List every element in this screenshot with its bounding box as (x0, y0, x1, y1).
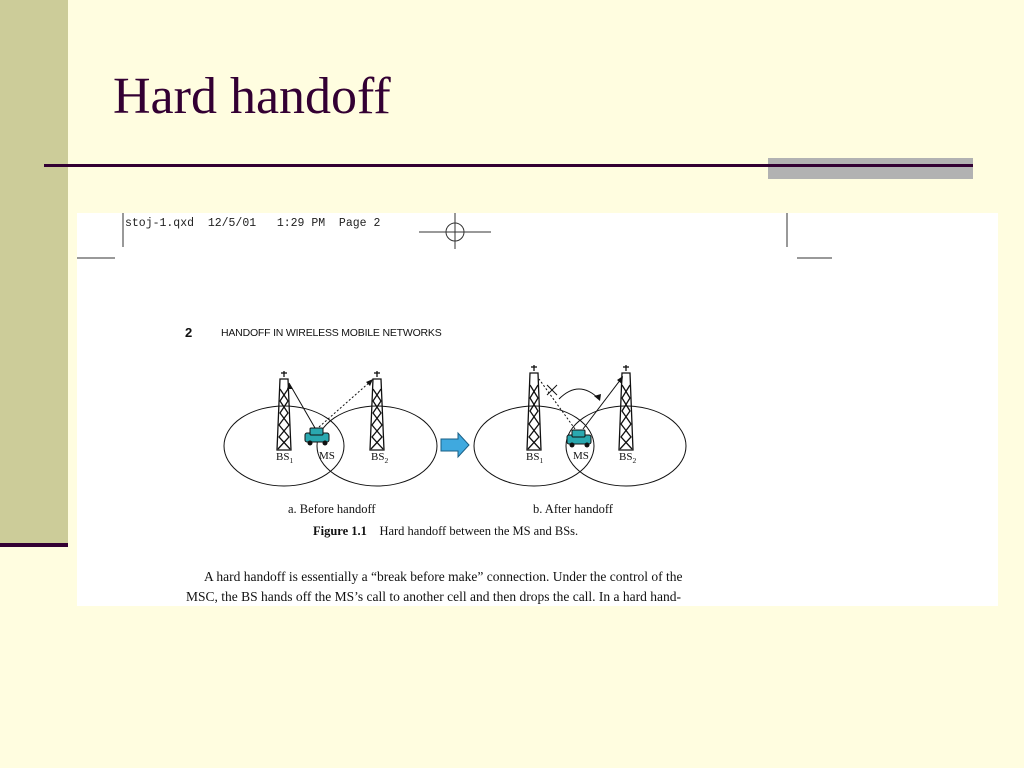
left-accent-line (0, 543, 68, 547)
caption-after-handoff: b. After handoff (533, 502, 613, 516)
handoff-arc (559, 389, 599, 399)
cell-1-right (474, 406, 594, 486)
ms-label-left: MS (319, 450, 335, 462)
body-text-line-2: MSC, the BS hands off the MS’s call to another cell and then drops the call. In a hard hand- (186, 589, 682, 604)
cross-icon (547, 385, 557, 395)
chapter-number: 2 (185, 325, 193, 340)
signal-probe-left (319, 381, 371, 427)
ms-label-right: MS (573, 450, 589, 462)
body-text-line-1: A hard handoff is essentially a “break before make” connection. Under the control of the (204, 569, 683, 584)
figure-caption (313, 524, 578, 539)
slide-title: Hard handoff (113, 68, 391, 125)
figure-diagram (77, 213, 998, 606)
figure-label: Figure 1.1 (313, 524, 367, 538)
scanned-page-image (77, 213, 998, 606)
caption-before-handoff: a. Before handoff (288, 502, 376, 516)
left-accent-bar (0, 0, 68, 546)
bs1-label-left: $BS_1$ (276, 451, 294, 465)
chapter-title: HANDOFF IN WIRELESS MOBILE NETWORKS (221, 327, 442, 339)
cell-2-right (566, 406, 686, 486)
bs1-label-right: $BS_1$ (526, 451, 544, 465)
scan-header: stoj-1.qxd 12/5/01 1:29 PM Page 2 (125, 217, 381, 230)
tower-icon (370, 371, 384, 450)
title-accent-line (768, 164, 973, 167)
title-accent-block (768, 158, 973, 179)
bs2-label-left: $BS_2$ (371, 451, 389, 465)
tower-icon (277, 371, 291, 450)
figure-caption-text: Hard handoff between the MS and BSs. (379, 524, 579, 538)
registration-mark-icon (419, 213, 491, 249)
bs2-label-right: $BS_2$ (619, 451, 637, 465)
arrow-right-icon (441, 433, 469, 457)
dropped-link-right (539, 379, 575, 429)
car-icon (567, 430, 591, 448)
tower-icon (527, 365, 541, 450)
signal-link-right (583, 379, 621, 429)
signal-link-left (289, 383, 315, 428)
